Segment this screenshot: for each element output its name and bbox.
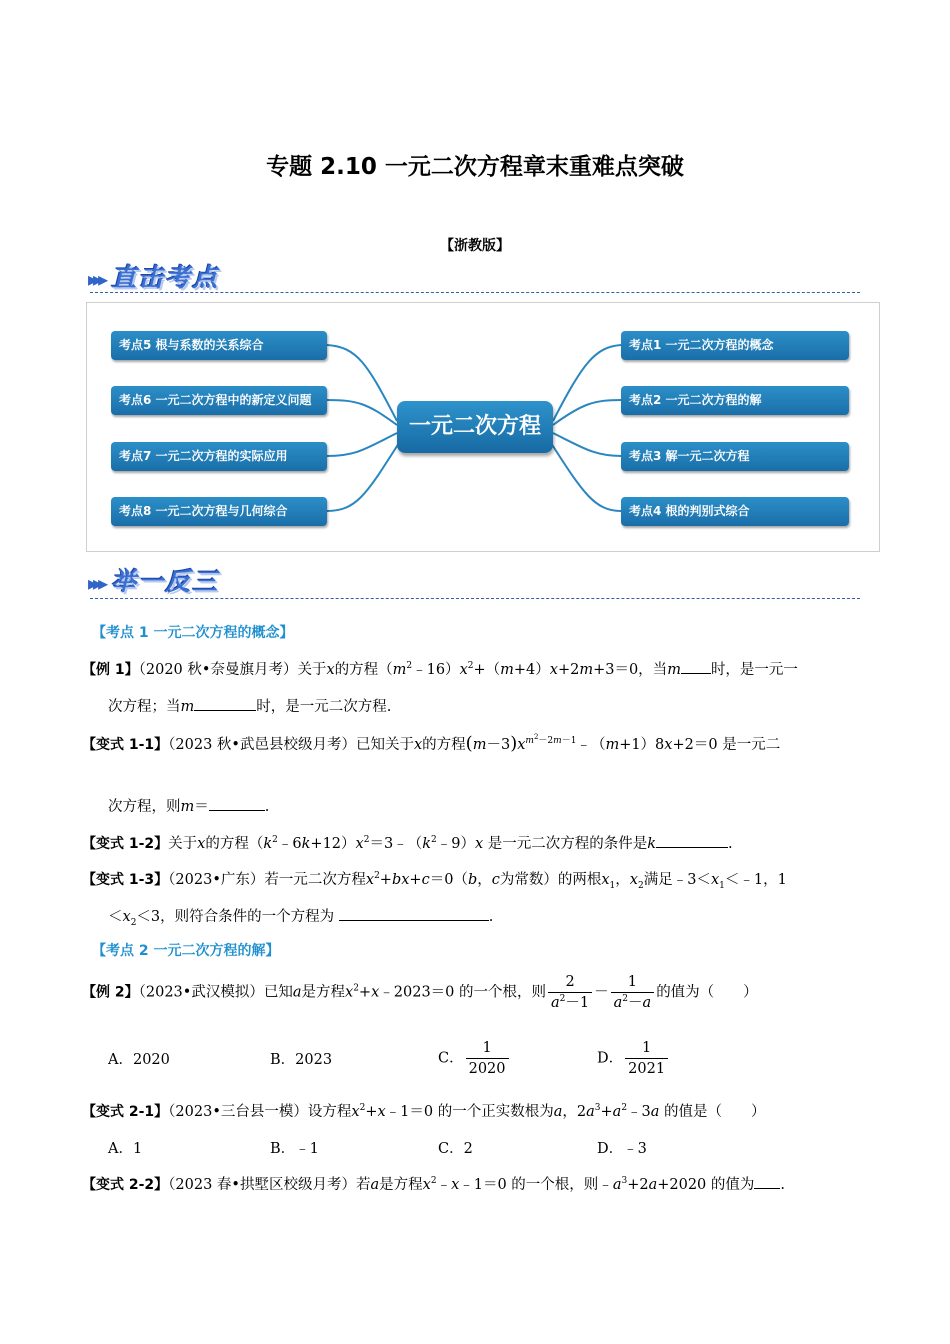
- variant-2-1-option-a: A．1: [108, 1141, 143, 1157]
- variant-1-1: 【变式 1-1】（2023 秋•武邑县校级月考）已知关于x的方程$(m-3)x^{m^2-2m-1}﹣(m+1)8x+2=0$ 是一元二: [82, 733, 781, 754]
- variant-2-1-option-c: C．2: [438, 1141, 473, 1157]
- example-2-option-b: B．2023: [270, 1052, 333, 1068]
- edition-label: 【浙教版】: [440, 238, 510, 254]
- divider: [90, 598, 860, 599]
- section-banner-direct: [88, 258, 219, 292]
- variant-1-1-line2: 次方程，则m＝ .: [108, 795, 269, 816]
- example-2-option-c: C． $\frac{1}{2020}$: [438, 1038, 511, 1079]
- example-2: 【例 2】（2023•武汉模拟）已知a是方程$x^2+x﹣2023=0$ 的一个根，则 $\frac{2}{a^2-1}$ － $\frac{1}{a^2-a}$ 的值为（ ）: [82, 974, 758, 1011]
- mindmap-point1: 考点1 一元二次方程的概念: [621, 331, 849, 360]
- arrows-icon: ▸▸▸: [88, 571, 104, 595]
- variant-2-2: 【变式 2-2】（2023 春•拱墅区校级月考）若a是方程$x^2﹣x﹣1=0$ 的一个根，则$﹣a^3+2a+2020$ 的值为 .: [82, 1173, 785, 1194]
- banner-text: 直击考点: [111, 263, 220, 292]
- divider: [90, 292, 860, 293]
- mindmap-point8: 考点8 一元二次方程与几何综合: [111, 497, 327, 526]
- variant-1-2: 【变式 1-2】关于x的方程$(k^2﹣6k+12)x^2=3﹣(k^2﹣9)x$ 是一元二次方程的条件是k .: [82, 832, 733, 853]
- arrows-icon: ▸▸▸: [88, 267, 104, 291]
- mindmap-point5: 考点5 根与系数的关系综合: [111, 331, 327, 360]
- banner-text: 举一反三: [111, 567, 220, 596]
- mind-map: [86, 302, 880, 552]
- example-2-option-d: D． $\frac{1}{2021}$: [597, 1038, 670, 1079]
- section-banner-practice: [88, 562, 219, 596]
- mindmap-point6: 考点6 一元二次方程中的新定义问题: [111, 386, 327, 415]
- example-2-option-a: A．2020: [108, 1052, 170, 1068]
- variant-2-1-option-b: B．﹣1: [270, 1141, 319, 1157]
- mindmap-point3: 考点3 解一元二次方程: [621, 442, 849, 471]
- mindmap-center: 一元二次方程: [397, 401, 553, 453]
- mindmap-point7: 考点7 一元二次方程的实际应用: [111, 442, 327, 471]
- section-heading-1: 【考点 1 一元二次方程的概念】: [92, 625, 294, 641]
- page-title: 专题 2.10 一元二次方程章末重难点突破: [266, 154, 684, 180]
- mindmap-point4: 考点4 根的判别式综合: [621, 497, 849, 526]
- variant-2-1: 【变式 2-1】（2023•三台县一模）设方程$x^2+x﹣1=0$ 的一个正实数根为a，$2a^3+a^2﹣3a$ 的值是（ ）: [82, 1103, 766, 1120]
- example-1: 【例 1】（2020 秋•奈曼旗月考）关于x的方程$(m^2﹣16)x^2+(m+4)x+2m+3=0$，当m 时，是一元一: [82, 658, 798, 679]
- variant-1-3: 【变式 1-3】（2023•广东）若一元二次方程$x^2+bx+c=0(b$，c为常数）的两根$x_1$，$x_2$满足$﹣3<x_1<﹣1$，1: [82, 871, 787, 891]
- section-heading-2: 【考点 2 一元二次方程的解】: [92, 943, 280, 959]
- mindmap-point2: 考点2 一元二次方程的解: [621, 386, 849, 415]
- variant-1-3-line2: $<x_2<3$，则符合条件的一个方程为 .: [108, 905, 493, 926]
- example-1-line2: 次方程；当m 时，是一元二次方程.: [108, 695, 391, 716]
- variant-2-1-option-d: D．﹣3: [597, 1141, 647, 1157]
